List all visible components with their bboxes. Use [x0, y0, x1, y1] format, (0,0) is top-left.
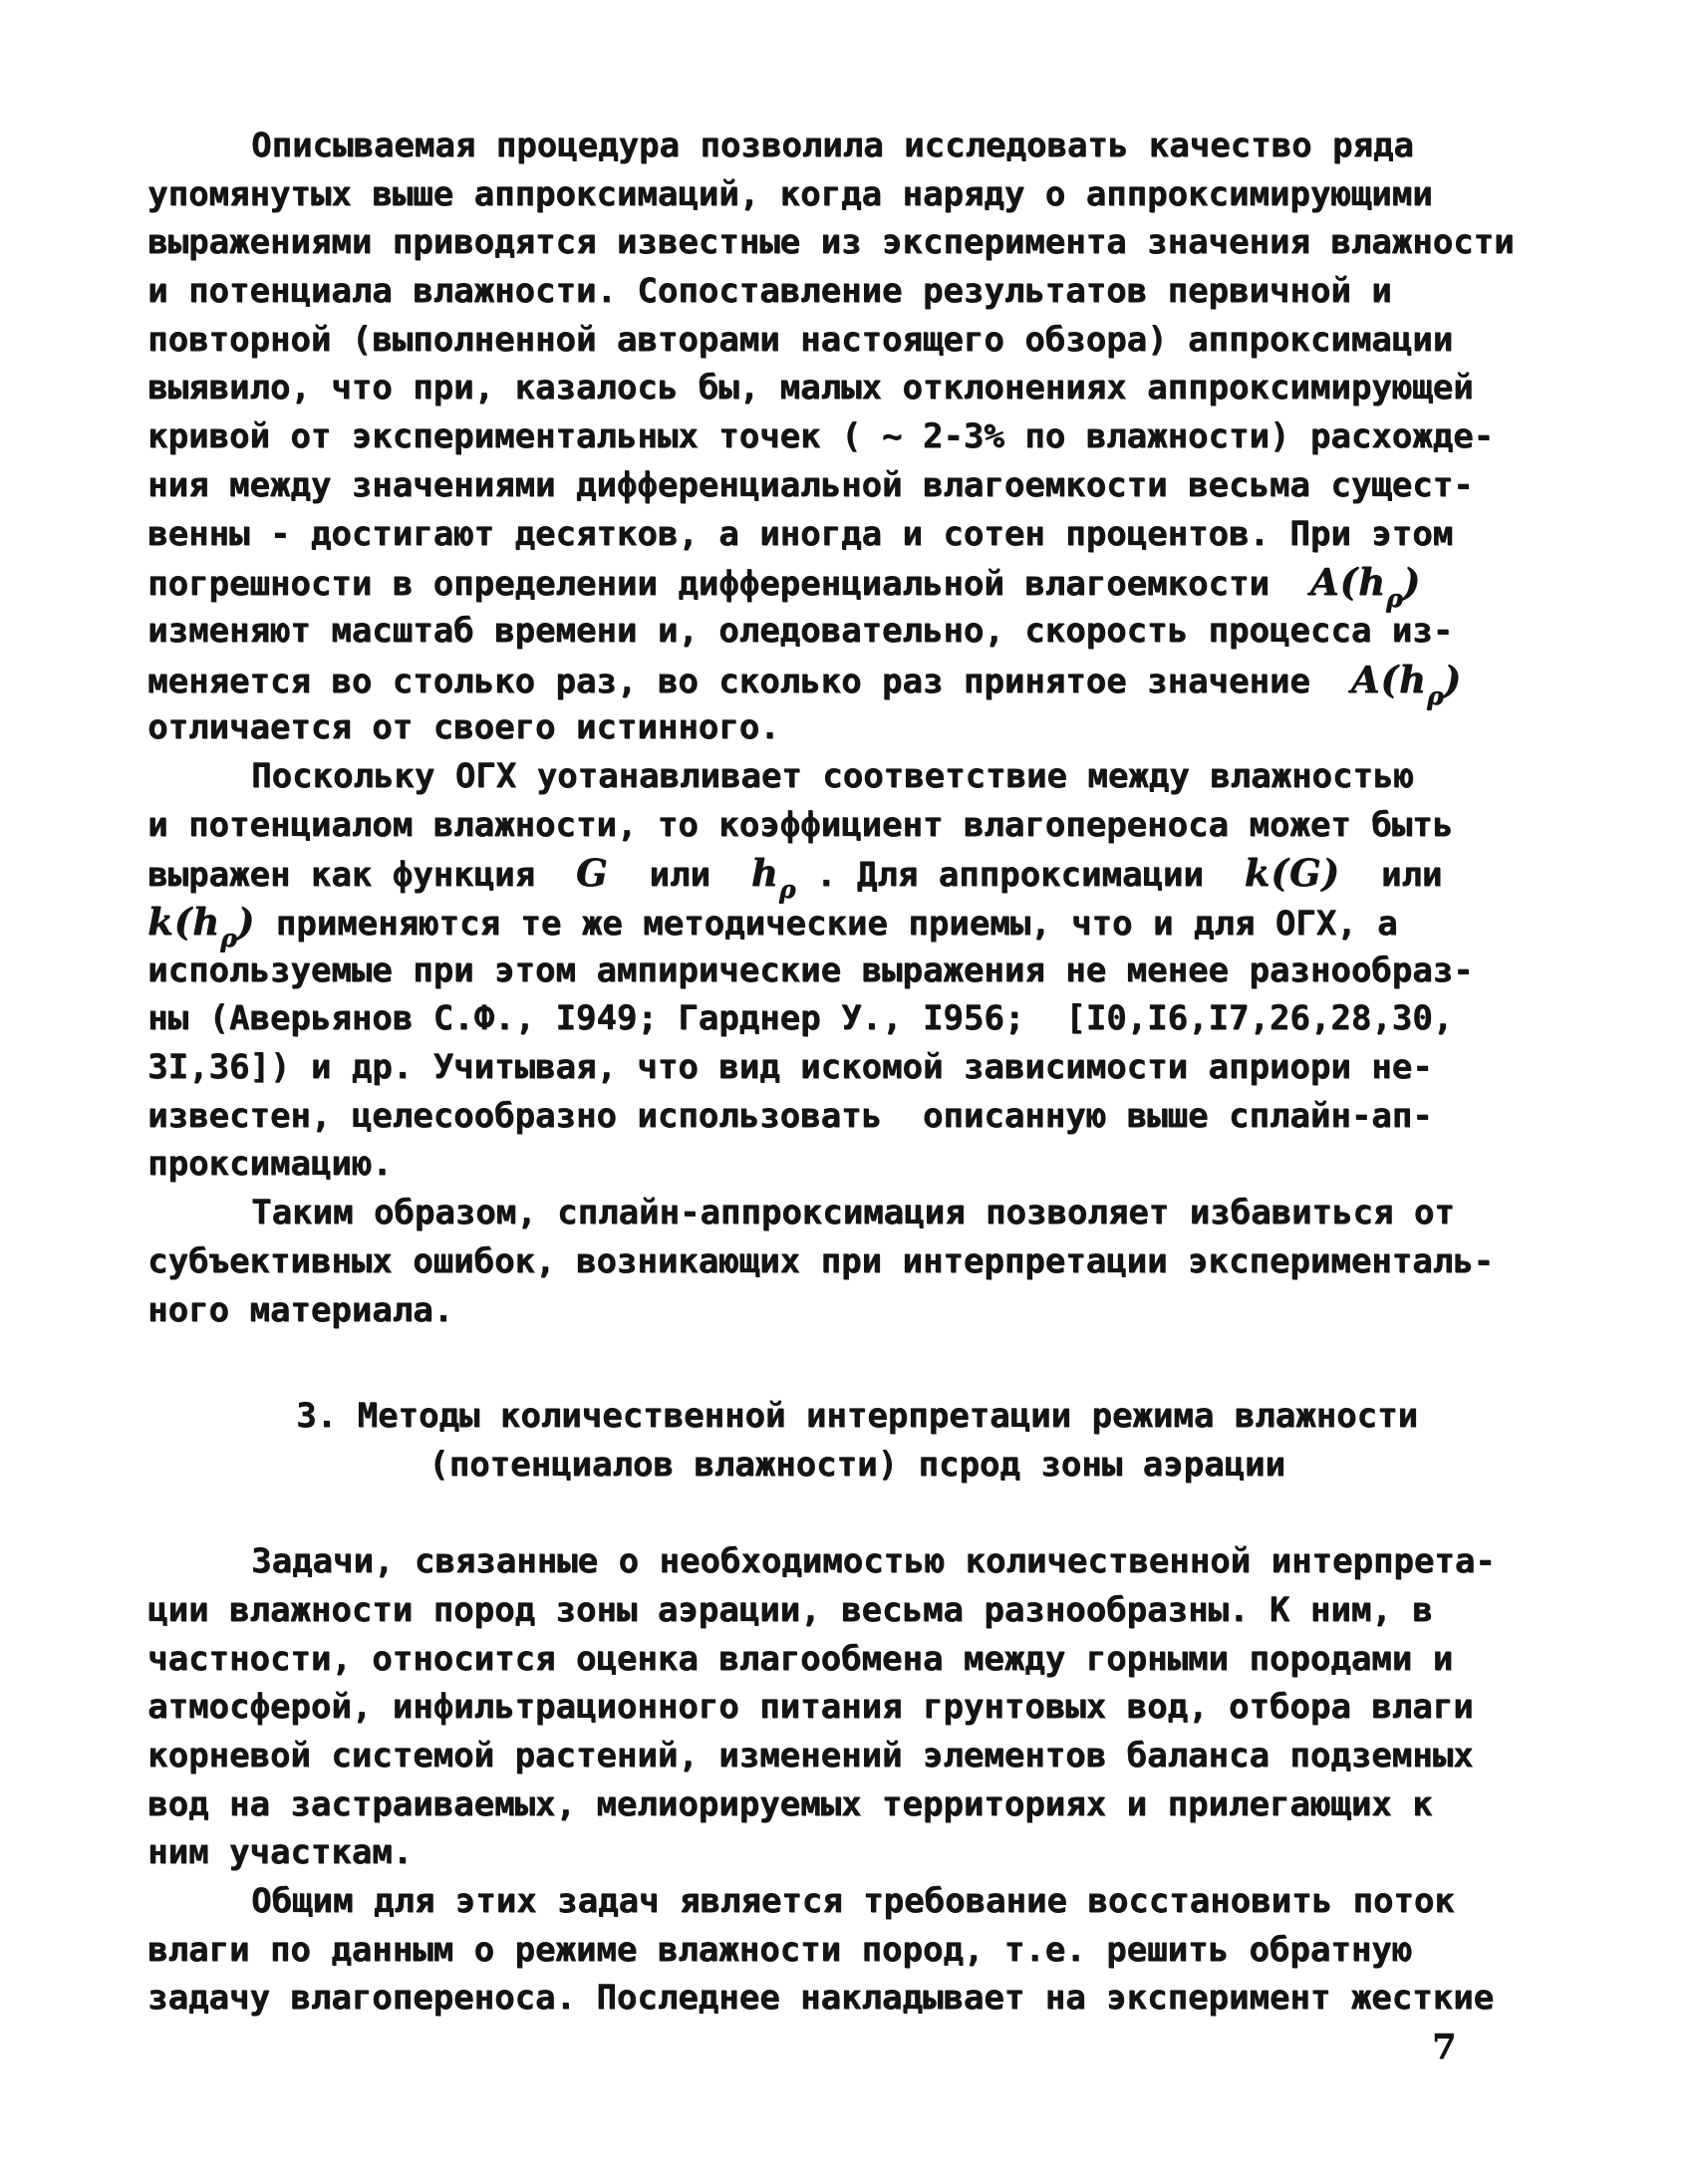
- typewritten-text: вод на застраиваемых, мелиорируемых территориях и прилегающих к: [147, 1783, 1433, 1824]
- typewritten-text: кривой от экспериментальных точек ( ~ 2-3% по влажности) расхожде-: [147, 416, 1495, 457]
- typewritten-text: Общим для этих задач является требование восстановить поток: [251, 1881, 1455, 1922]
- typewritten-text: ции влажности пород зоны аэрации, весьма разнообразны. К ним, в: [147, 1589, 1433, 1630]
- math-subscript: ρ: [778, 875, 796, 905]
- text-line: [147, 1286, 1566, 1335]
- typewritten-text: выражен как функция: [147, 855, 576, 896]
- section-heading-line: [147, 1392, 1566, 1441]
- math-subscript: ρ: [1385, 584, 1403, 614]
- text-line: [147, 1043, 1566, 1092]
- typewritten-text: ним участкам.: [147, 1832, 414, 1873]
- text-line: [147, 412, 1566, 461]
- text-line: [147, 801, 1566, 850]
- typewritten-text: корневой системой растений, изменений элементов баланса подземных: [147, 1736, 1474, 1775]
- typewritten-text: венны - достигают десятков, а иногда и сотен процентов. При этом: [147, 513, 1454, 554]
- text-line: [147, 1974, 1566, 2023]
- text-line: [147, 1828, 1566, 1877]
- text-line: [147, 1877, 1566, 1926]
- typewritten-text: субъективных ошибок, возникающих при интерпретации эксперименталь-: [147, 1240, 1495, 1281]
- math-symbol: ): [1402, 560, 1422, 605]
- text-line: [147, 849, 1566, 905]
- typewritten-text: и потенциала влажности. Сопоставление результатов первичной и: [147, 271, 1392, 312]
- typewritten-text: ния между значениями дифференциальной влагоемкости весьма сущест-: [147, 464, 1474, 505]
- text-line: [147, 510, 1566, 559]
- typewritten-text: ны (Аверьянов С.Ф., I949; Гарднер У., I956; [I0,I6,I7,26,28,30,: [147, 998, 1454, 1039]
- math-symbol: k(h: [147, 900, 221, 944]
- text-line: [147, 170, 1566, 219]
- typewritten-text: задачу влагопереноса. Последнее накладывает на эксперимент жесткие: [147, 1978, 1495, 2019]
- typewritten-text: 3I,36]) и др. Учитывая, что вид искомой зависимости априори не-: [147, 1047, 1433, 1088]
- math-symbol: A(h: [1350, 657, 1427, 701]
- typewritten-text: влаги по данным о режиме влажности пород, т.е. решить обратную: [147, 1929, 1413, 1970]
- typewritten-text: отличается от своего истинного.: [147, 707, 780, 748]
- typewritten-text: изменяют масштаб времени и, оледовательно, скорость процесса из-: [147, 610, 1454, 651]
- math-subscript: ρ: [220, 924, 237, 953]
- typewritten-text: (потенциалов влажности) псрод зоны аэрации: [428, 1444, 1285, 1485]
- text-line: [147, 752, 1566, 801]
- text-line: [147, 1926, 1566, 1975]
- typewritten-text: частности, относится оценка влагообмена между горными породами и: [147, 1638, 1454, 1679]
- typewritten-text: Описываемая процедура позволила исследовать качество ряда: [251, 126, 1414, 165]
- text-column: [147, 122, 1566, 2023]
- page-number: 7: [1432, 2027, 1457, 2067]
- typewritten-text: Таким образом, сплайн-аппроксимация позволяет избавиться от: [251, 1193, 1455, 1233]
- text-line: [147, 1140, 1566, 1189]
- typewritten-text: или: [608, 855, 751, 896]
- typewritten-text: повторной (выполненной авторами настоящего обзора) аппроксимации: [147, 319, 1454, 360]
- text-line: [147, 1586, 1566, 1635]
- math-symbol: k(G): [1244, 851, 1340, 896]
- text-line: [147, 994, 1566, 1043]
- math-symbol: G: [575, 851, 609, 896]
- text-line: [147, 316, 1566, 365]
- text-line: [147, 947, 1566, 995]
- text-line: [147, 1092, 1566, 1141]
- typewritten-text: . Для аппроксимации: [795, 855, 1245, 896]
- text-line: [147, 122, 1566, 170]
- text-line: [147, 218, 1566, 267]
- blank-line: [147, 1490, 1566, 1538]
- typewritten-text: известен, целесообразно использовать описанную выше сплайн-ап-: [147, 1095, 1433, 1136]
- math-symbol: A(h: [1309, 560, 1386, 605]
- typewritten-text: атмосферой, инфильтрационного питания грунтовых вод, отбора влаги: [147, 1687, 1474, 1728]
- typewritten-text: или: [1339, 855, 1443, 896]
- text-line: [147, 1189, 1566, 1237]
- typewritten-text: Задачи, связанные о необходимостью количественной интерпрета-: [251, 1541, 1496, 1582]
- typewritten-text: 3. Методы количественной интерпретации режима влажности: [296, 1396, 1418, 1437]
- text-line: [147, 898, 1566, 953]
- text-line: [147, 461, 1566, 510]
- text-line: [147, 1635, 1566, 1684]
- text-line: [147, 607, 1566, 656]
- text-line: [147, 1683, 1566, 1732]
- typewritten-text: проксимацию.: [147, 1144, 393, 1185]
- math-symbol: ): [236, 900, 256, 944]
- section-heading-line: [147, 1441, 1566, 1490]
- text-line: [147, 558, 1566, 614]
- typewritten-text: Поскольку ОГХ уотанавливает соответствие между влажностью: [251, 755, 1414, 796]
- typewritten-text: и потенциалом влажности, то коэффициент влагопереноса может быть: [147, 804, 1454, 845]
- math-symbol: ): [1443, 657, 1462, 701]
- text-line: [147, 267, 1566, 316]
- typewritten-text: меняется во столько раз, во сколько раз принятое значение: [147, 661, 1351, 701]
- text-line: [147, 364, 1566, 412]
- math-subscript: ρ: [1426, 681, 1444, 710]
- typewritten-text: ного материала.: [147, 1289, 454, 1330]
- text-line: [147, 1537, 1566, 1586]
- text-line: [147, 703, 1566, 752]
- typewritten-text: погрешности в определении дифференциальной влагоемкости: [147, 564, 1310, 605]
- typewritten-text: выражениями приводятся известные из эксперимента значения влажности: [147, 222, 1515, 263]
- text-line: [147, 1237, 1566, 1286]
- typewritten-text: упомянутых выше аппроксимаций, когда наряду о аппроксимирующими: [147, 173, 1433, 214]
- text-line: [147, 1732, 1566, 1780]
- typewritten-text: применяются те же методические приемы, что и для ОГХ, а: [255, 904, 1398, 944]
- typewritten-text: используемые при этом ампирические выражения не менее разнообраз-: [147, 950, 1474, 990]
- math-symbol: h: [750, 851, 779, 896]
- typewritten-text: выявило, что при, казалось бы, малых отклонениях аппроксимирующей: [147, 368, 1474, 409]
- text-line: [147, 656, 1566, 710]
- text-line: [147, 1780, 1566, 1829]
